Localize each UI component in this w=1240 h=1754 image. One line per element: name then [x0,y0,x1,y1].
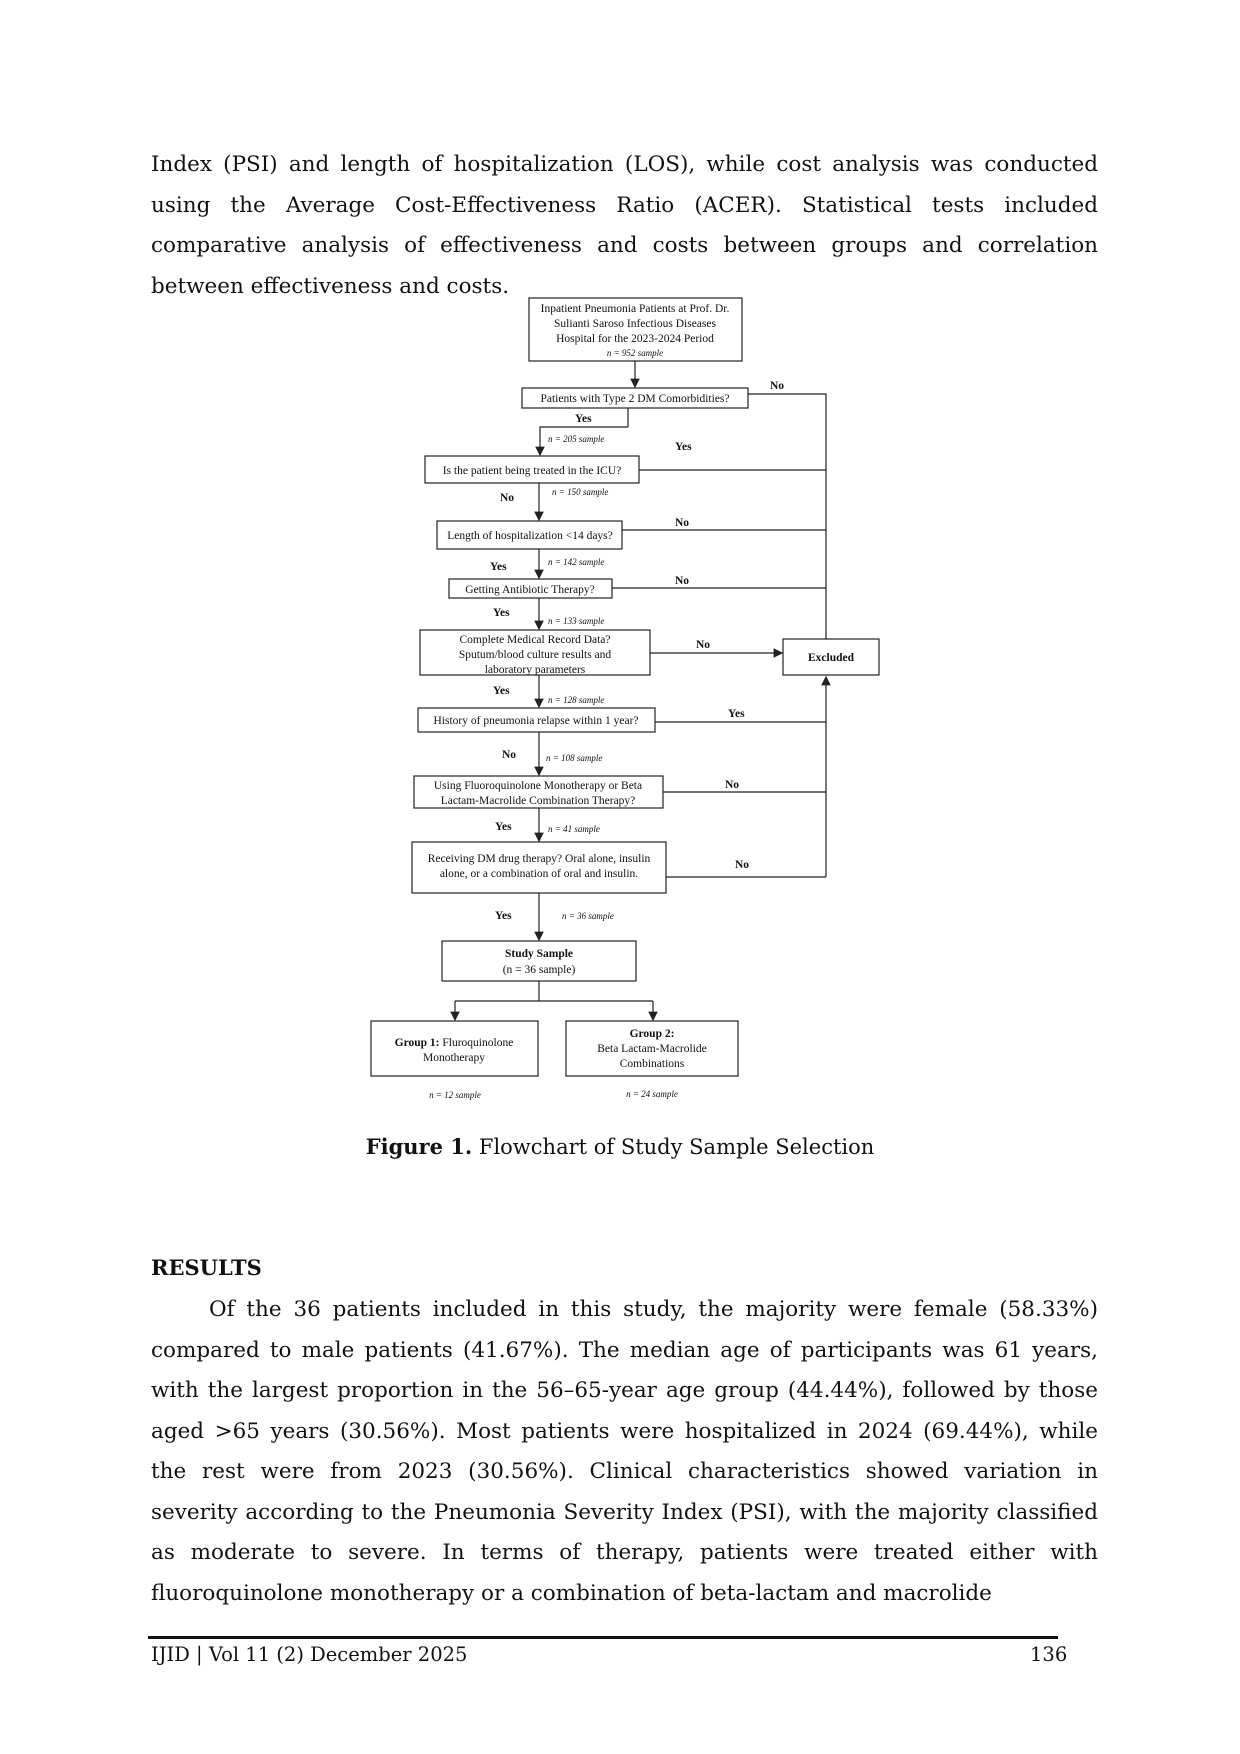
start-box [529,298,742,361]
n-after-los: n = 142 sample [548,557,605,567]
svg-text:Length of hospitalization <14: Length of hospitalization <14 days? [447,530,613,542]
svg-text:(n = 36 sample): (n = 36 sample) [502,964,576,976]
n-after-antibiotic: n = 133 sample [548,616,605,626]
label-no: No [500,492,515,504]
group2-box [566,1021,738,1076]
label-yes: Yes [493,685,510,697]
page-number: 136 [1030,1643,1068,1666]
n-after-dmdrug: n = 36 sample [562,911,614,921]
svg-text:laboratory parameters: laboratory parameters [484,664,586,676]
svg-text:Sulianti Saroso Infectious Dis: Sulianti Saroso Infectious Diseases [554,318,716,330]
svg-text:Complete Medical Record Data?: Complete Medical Record Data? [459,634,611,646]
svg-text:Hospital for the 2023-2024 Per: Hospital for the 2023-2024 Period [556,333,714,345]
los-question [437,521,622,549]
label-yes: Yes [675,441,692,453]
relapse-question [418,708,655,732]
label-yes: Yes [575,413,592,425]
antibiotic-question [449,579,612,598]
label-no: No [735,859,750,871]
svg-text:Using Fluoroquinolone Monother: Using Fluoroquinolone Monotherapy or Beta [433,780,643,792]
dm-comorbidity-question [522,388,748,408]
svg-text:Getting Antibiotic Therapy?: Getting Antibiotic Therapy? [465,584,595,596]
footer-divider [148,1636,1058,1639]
n-after-icu: n = 150 sample [552,487,609,497]
label-no: No [675,517,690,529]
n-after-relapse: n = 108 sample [546,753,603,763]
label-yes: Yes [728,708,745,720]
svg-text:Excluded: Excluded [807,652,855,664]
label-yes: Yes [490,561,507,573]
n-after-record: n = 128 sample [548,695,605,705]
dm-drug-question [412,842,666,893]
svg-text:alone, or a combination of ora: alone, or a combination of oral and insulin. [439,868,639,880]
caption-label: Figure 1. [365,1134,473,1159]
intro-paragraph: Index (PSI) and length of hospitalization (LOS), while cost analysis was conducted using the Average Cost-Effectiveness Ratio (ACER). Statistical tests included comparative analysis of effectiveness and costs between groups and correlation between effectiveness and costs. [151,152,1098,299]
svg-text:Monotherapy: Monotherapy [423,1052,485,1064]
label-no: No [675,575,690,587]
figure-caption [0,1134,1240,1159]
svg-text:Receiving DM drug therapy? Ora: Receiving DM drug therapy? Oral alone, insulin [427,853,651,865]
results-paragraph: Of the 36 patients included in this study, the majority were female (58.33%) compared to male patients (41.67%). The median age of participants was 61 years, with the largest proportion in the 56–65-year age group (44.44%), followed by those aged >65 years (30.56%). Most patients were hospitalized in 2024 (69.44%), while the rest were from 2023 (30.56%). Clinical characteristics showed variation in severity according to the Pneumonia Severity Index (PSI), with the majority classified as moderate to severe. In terms of therapy, patients were treated either with fluoroquinolone monotherapy or a combination of beta-lactam and macrolide [151,1297,1098,1606]
svg-text:Is the patient being treated i: Is the patient being treated in the ICU? [442,465,622,477]
group1-box [371,1021,538,1076]
svg-text:Lactam-Macrolide Combination T: Lactam-Macrolide Combination Therapy? [440,795,636,807]
label-yes: Yes [493,607,510,619]
n-group1: n = 12 sample [429,1090,481,1100]
icu-question [425,456,639,483]
svg-text:Beta Lactam-Macrolide: Beta Lactam-Macrolide [597,1043,707,1055]
label-yes: Yes [495,821,512,833]
section-heading-results: RESULTS [151,1255,262,1280]
label-yes: Yes [495,910,512,922]
study-sample-box [442,941,636,981]
svg-text:Group 2:: Group 2: [629,1028,675,1040]
label-no: No [502,749,517,761]
label-no: No [725,779,740,791]
svg-text:History of pneumonia relapse w: History of pneumonia relapse within 1 year? [433,715,639,727]
svg-text:n = 952 sample: n = 952 sample [606,348,664,358]
footer-journal: IJID | Vol 11 (2) December 2025 [151,1643,468,1666]
svg-text:Group 1: Fluroquinolone: Group 1: Fluroquinolone [394,1037,514,1049]
excluded-box [783,639,879,675]
label-no: No [696,639,711,651]
svg-text:Inpatient Pneumonia Patients a: Inpatient Pneumonia Patients at Prof. Dr. [540,303,730,315]
study-selection-flowchart [350,285,890,1105]
label-no: No [770,380,785,392]
caption-text: Flowchart of Study Sample Selection [472,1135,875,1159]
svg-text:Combinations: Combinations [619,1058,685,1070]
svg-text:Patients with Type 2 DM Comorb: Patients with Type 2 DM Comorbidities? [540,393,730,405]
svg-text:Sputum/blood culture results a: Sputum/blood culture results and [458,649,612,661]
medical-record-question [420,630,650,676]
n-after-therapy: n = 41 sample [548,824,600,834]
n-group2: n = 24 sample [626,1089,678,1099]
svg-text:Study Sample: Study Sample [504,948,574,960]
therapy-question [414,776,663,808]
n-after-dm: n = 205 sample [548,434,605,444]
